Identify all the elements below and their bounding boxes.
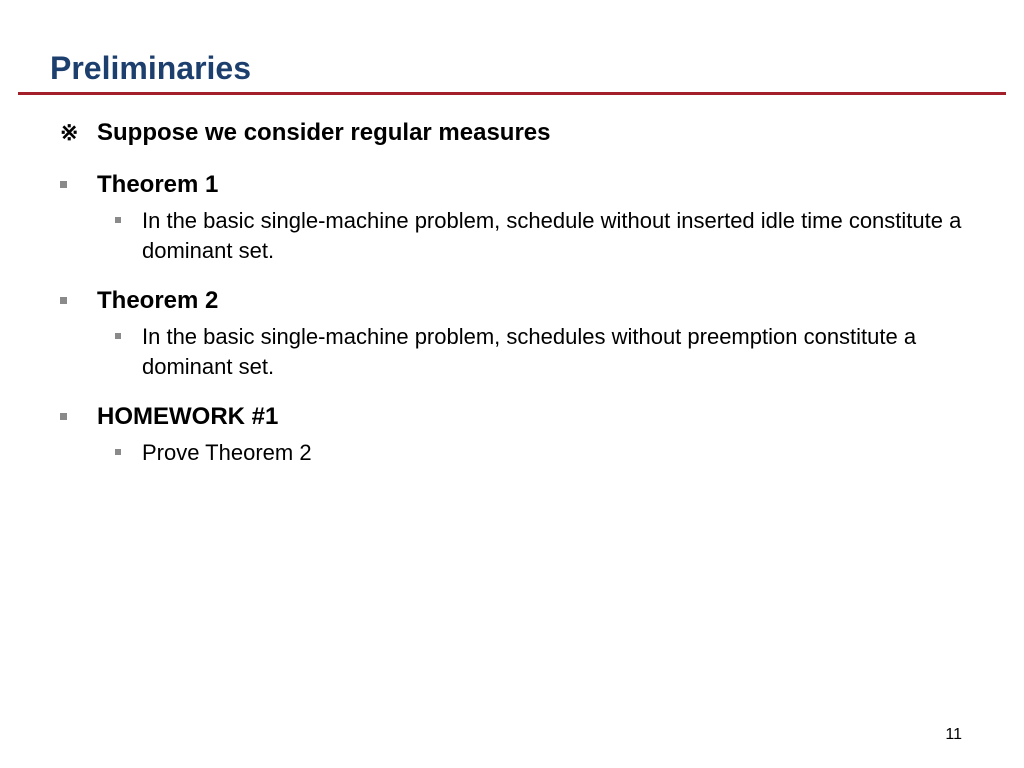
homework-heading: HOMEWORK #1 [97,403,279,430]
theorem-2-heading: Theorem 2 [97,287,219,314]
sub-bullet-homework [60,438,980,468]
square-bullet-icon [60,181,67,188]
bullet-theorem-1 [60,168,980,202]
square-bullet-icon [60,413,67,420]
sub-bullet-theorem-2 [60,322,980,382]
bullet-homework [60,400,980,434]
square-bullet-icon [115,217,121,223]
slide-title: Preliminaries [50,50,251,86]
bullet-theorem-2 [60,284,980,318]
square-bullet-icon [60,297,67,304]
theorem-1-statement: In the basic single-machine problem, schedule without inserted idle time constitute a dominant set. [142,208,962,263]
homework-task: Prove Theorem 2 [142,440,312,465]
title-divider [18,92,1006,95]
reference-mark-icon: ※ [60,120,79,145]
slide-body [60,116,980,468]
sub-bullet-theorem-1 [60,206,980,266]
square-bullet-icon [115,333,121,339]
theorem-2-statement: In the basic single-machine problem, schedules without preemption constitute a dominant set. [142,324,917,379]
page-number: 11 [945,726,962,743]
square-bullet-icon [115,449,121,455]
intro-text: Suppose we consider regular measures [97,119,551,146]
intro-bullet [60,116,980,150]
theorem-1-heading: Theorem 1 [97,171,219,198]
